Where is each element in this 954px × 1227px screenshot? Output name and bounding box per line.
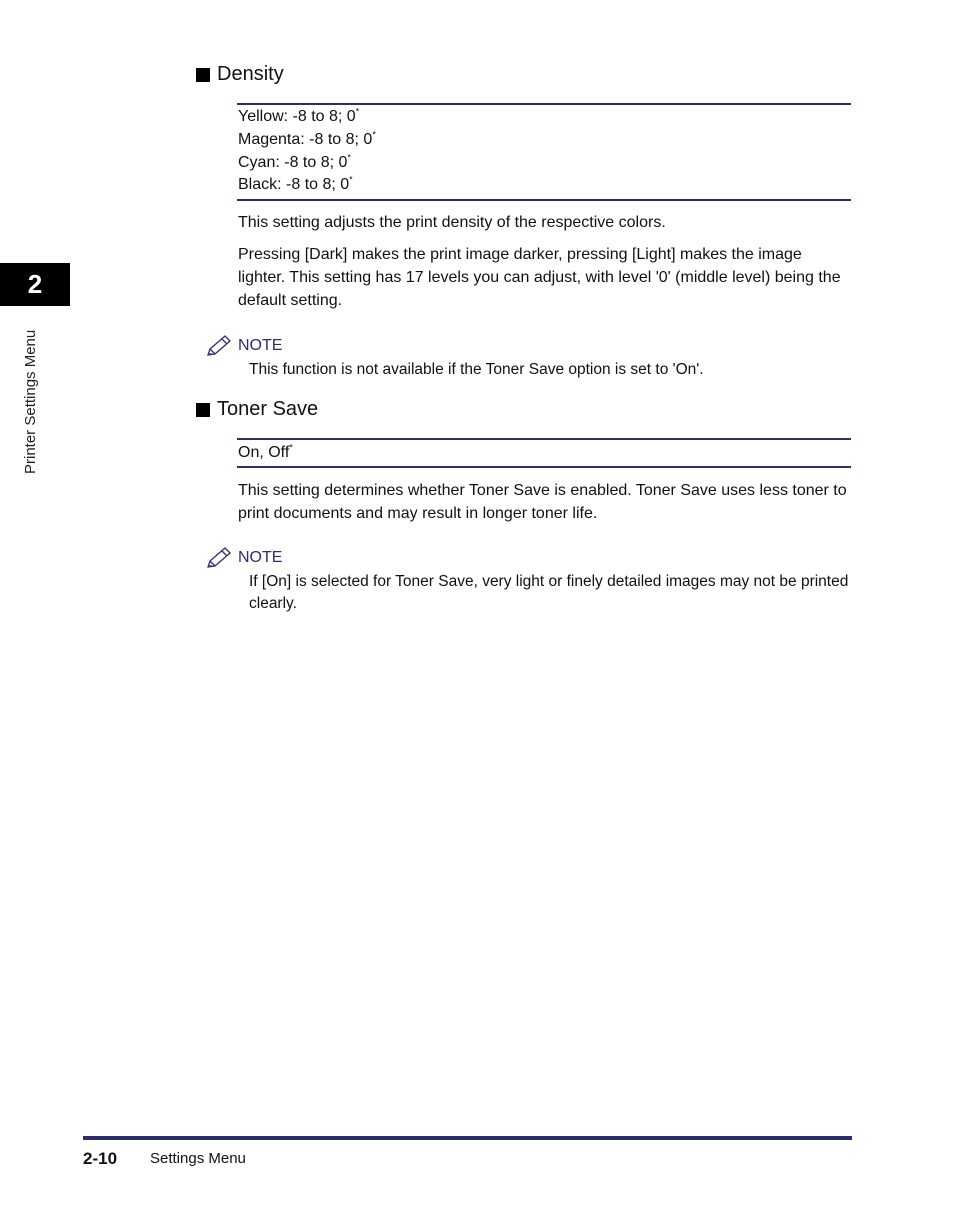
toner-save-heading <box>196 398 318 421</box>
toner-save-heading-text: Toner Save <box>217 398 319 420</box>
density-heading-text: Density <box>217 63 284 85</box>
toner-save-range: On, Off* <box>238 442 293 461</box>
chapter-number: 2 <box>27 269 43 299</box>
density-range-cyan: Cyan: -8 to 8; 0* <box>238 152 351 171</box>
density-instructions: Pressing [Dark] makes the print image darker, pressing [Light] makes the image lighter. This setting has 17 levels you can adjust, with level '0' (middle level) being the default setting. <box>238 246 841 309</box>
density-range-magenta: Magenta: -8 to 8; 0* <box>238 129 376 148</box>
footer-title: Settings Menu <box>150 1150 246 1167</box>
toner-save-description: This setting determines whether Toner Save is enabled. Toner Save uses less toner to print documents and may result in longer toner life. <box>238 482 847 522</box>
density-description: This setting adjusts the print density of the respective colors. <box>238 214 666 231</box>
side-chapter-label: Printer Settings Menu <box>22 329 39 474</box>
density-top-rule <box>237 103 851 105</box>
footer-rule <box>83 1136 852 1140</box>
density-range-yellow: Yellow: -8 to 8; 0* <box>238 106 360 125</box>
density-range-black: Black: -8 to 8; 0* <box>238 174 353 193</box>
toner-save-note-label: NOTE <box>238 549 283 566</box>
chapter-tab <box>0 263 70 306</box>
pencil-icon <box>204 546 232 570</box>
toner-save-bottom-rule <box>237 466 851 468</box>
density-heading <box>196 63 284 86</box>
pencil-icon <box>204 334 232 358</box>
toner-save-note-text: If [On] is selected for Toner Save, very light or finely detailed images may not be printed clearly. <box>249 573 849 612</box>
toner-save-top-rule <box>237 438 851 440</box>
density-bottom-rule <box>237 199 851 201</box>
page-number: 2-10 <box>83 1149 118 1168</box>
density-note-label: NOTE <box>238 337 283 354</box>
black-square-icon <box>196 68 210 82</box>
black-square-icon <box>196 403 210 417</box>
density-note-text: This function is not available if the Toner Save option is set to 'On'. <box>249 361 704 378</box>
